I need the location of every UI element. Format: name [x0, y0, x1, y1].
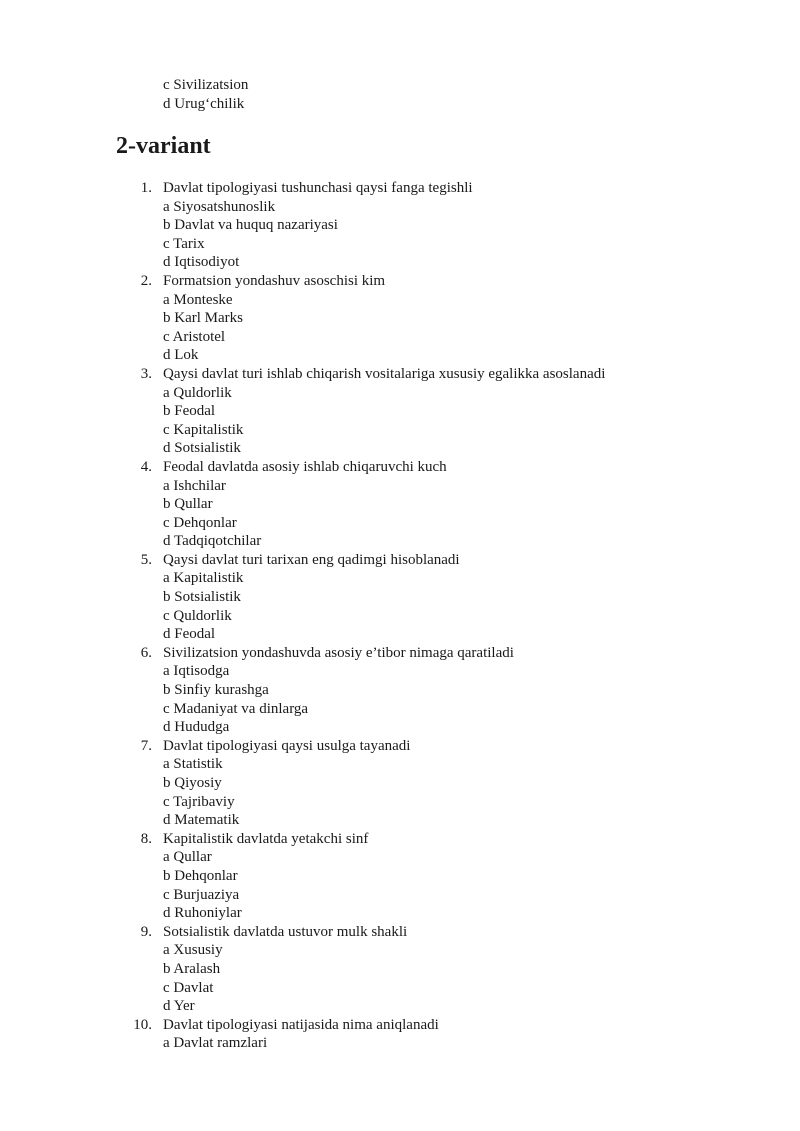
question-text: Sotsialistik davlatda ustuvor mulk shakli — [163, 923, 408, 940]
answer-option: a Quldorlik — [163, 384, 232, 401]
question-number: 10. — [133, 1016, 152, 1033]
answer-option: b Feodal — [163, 403, 216, 420]
answer-option: d Yer — [163, 998, 195, 1015]
question-number: 5. — [140, 551, 152, 568]
question-body — [163, 272, 800, 365]
question-number: 6. — [140, 644, 152, 661]
question-item — [0, 830, 800, 923]
question-text: Kapitalistik davlatda yetakchi sinf — [163, 830, 369, 847]
answer-option: c Tajribaviy — [163, 793, 235, 810]
answer-option: c Burjuaziya — [163, 886, 240, 903]
question-text: Davlat tipologiyasi natijasida nima aniqlanadi — [163, 1016, 439, 1033]
question-body — [163, 737, 800, 830]
answer-option: b Sinfiy kurashga — [163, 682, 269, 699]
question-list — [0, 179, 800, 1053]
question-number: 1. — [140, 180, 152, 196]
question-item — [0, 923, 800, 1016]
answer-option: d Lok — [163, 347, 199, 364]
answer-option: a Xususiy — [163, 942, 223, 959]
answer-option: a Kapitalistik — [163, 570, 244, 587]
answer-option: a Ishchilar — [163, 477, 226, 494]
question-item — [0, 458, 800, 551]
answer-option: d Matematik — [163, 812, 240, 829]
answer-option: d Ruhoniylar — [163, 905, 242, 922]
answer-option: a Davlat ramzlari — [163, 1035, 268, 1052]
question-body — [163, 644, 800, 737]
question-text: Davlat tipologiyasi tushunchasi qaysi fanga tegishli — [163, 180, 473, 196]
option: c Sivilizatsion — [163, 77, 249, 93]
question-text: Davlat tipologiyasi qaysi usulga tayanadi — [163, 737, 411, 754]
answer-option: b Karl Marks — [163, 310, 243, 327]
answer-option: b Aralash — [163, 960, 221, 977]
question-body — [163, 179, 800, 272]
answer-option: d Sotsialistik — [163, 440, 241, 457]
question-text: Qaysi davlat turi ishlab chiqarish vositalariga xususiy egalikka asoslanadi — [163, 365, 606, 382]
question-text: Qaysi davlat turi tarixan eng qadimgi hisoblanadi — [163, 551, 460, 568]
answer-option: b Qullar — [163, 496, 213, 513]
variant-heading: 2-variant — [116, 133, 211, 159]
question-number: 8. — [140, 830, 152, 847]
answer-option: d Iqtisodiyot — [163, 254, 240, 271]
question-item — [0, 365, 800, 458]
question-number: 9. — [140, 923, 152, 940]
answer-option: a Monteske — [163, 291, 233, 308]
question-item — [0, 272, 800, 365]
answer-option: b Davlat va huquq nazariyasi — [163, 217, 338, 234]
question-item — [0, 1016, 800, 1053]
answer-option: c Aristotel — [163, 328, 226, 345]
question-number: 4. — [140, 458, 152, 475]
answer-option: a Siyosatshunoslik — [163, 198, 276, 215]
answer-option: c Kapitalistik — [163, 421, 244, 438]
question-text: Feodal davlatda asosiy ishlab chiqaruvchi kuch — [163, 458, 447, 475]
answer-option: b Dehqonlar — [163, 867, 238, 884]
question-text: Formatsion yondashuv asoschisi kim — [163, 272, 386, 289]
answer-option: a Statistik — [163, 756, 223, 773]
answer-option: c Madaniyat va dinlarga — [163, 700, 309, 717]
answer-option: c Dehqonlar — [163, 514, 237, 531]
answer-option: d Feodal — [163, 626, 216, 643]
answer-option: b Qiyosiy — [163, 775, 222, 791]
question-number: 7. — [140, 737, 152, 754]
answer-option: c Davlat — [163, 979, 214, 996]
answer-option: a Qullar — [163, 849, 212, 866]
question-item — [0, 551, 800, 644]
question-body — [163, 830, 800, 923]
question-number: 2. — [140, 272, 152, 289]
question-body — [163, 365, 800, 458]
question-item — [0, 737, 800, 830]
previous-question-options — [163, 76, 248, 113]
question-body — [163, 458, 800, 551]
question-item — [0, 644, 800, 737]
answer-option: c Tarix — [163, 235, 205, 252]
question-body — [163, 551, 800, 644]
answer-option: d Hududga — [163, 719, 230, 736]
question-item — [0, 179, 800, 272]
question-number: 3. — [140, 365, 152, 382]
question-body — [163, 923, 800, 1016]
answer-option: a Iqtisodga — [163, 663, 230, 680]
answer-option: c Quldorlik — [163, 607, 232, 624]
question-text: Sivilizatsion yondashuvda asosiy e’tibor nimaga qaratiladi — [163, 644, 514, 661]
answer-option: b Sotsialistik — [163, 589, 241, 606]
answer-option: d Tadqiqotchilar — [163, 533, 262, 550]
option: d Urug‘chilik — [163, 95, 245, 112]
question-body — [163, 1016, 800, 1053]
